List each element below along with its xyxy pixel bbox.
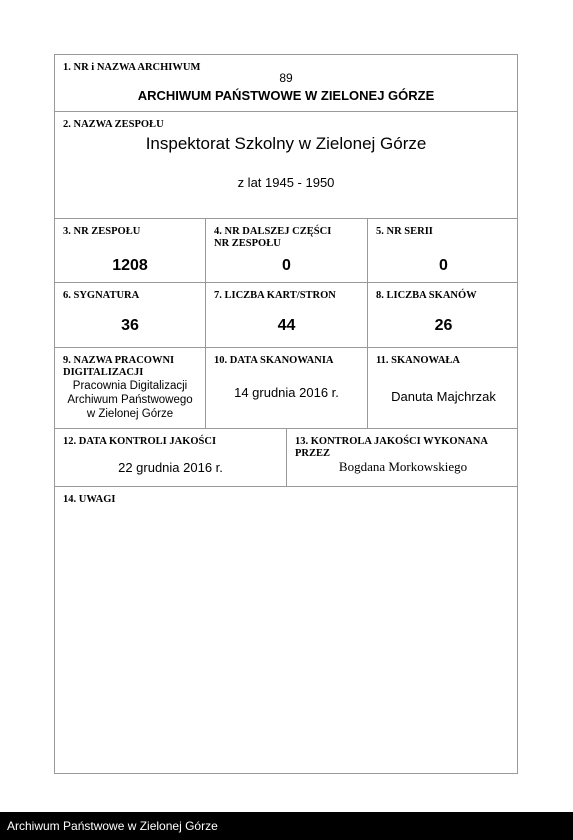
pages-count-cell — [206, 283, 368, 347]
workshop-value-2: Archiwum Państwowego — [67, 394, 193, 406]
qc-date-value: 22 grudnia 2016 r. — [118, 460, 223, 475]
digitization-row — [55, 348, 517, 429]
notes-label: 14. UWAGI — [63, 494, 116, 505]
scans-count-value: 26 — [434, 317, 453, 334]
workshop-label-2: DIGITALIZACJI — [63, 367, 144, 378]
workshop-value-3: w Zielonej Górze — [86, 408, 174, 420]
footer-text: Archiwum Państwowe w Zielonej Górze — [7, 819, 218, 833]
workshop-label-1: 9. NAZWA PRACOWNI — [63, 355, 175, 366]
counts-row — [55, 283, 517, 348]
series-number-value: 0 — [439, 257, 448, 274]
series-number-cell — [368, 219, 519, 282]
scan-date-label: 10. DATA SKANOWANIA — [214, 355, 334, 366]
fonds-label: 2. NAZWA ZESPOŁU — [63, 119, 164, 130]
quality-row — [55, 429, 517, 487]
scanned-by-value: Danuta Majchrzak — [391, 389, 496, 404]
archive-metrics-form — [54, 54, 518, 774]
footer-bar — [0, 812, 573, 840]
fonds-number-label: 3. NR ZESPOŁU — [63, 226, 141, 237]
fonds-years: z lat 1945 - 1950 — [237, 175, 335, 190]
qc-date-cell — [55, 429, 287, 486]
subfonds-number-value: 0 — [282, 257, 291, 274]
subfonds-number-label-1: 4. NR DALSZEJ CZĘŚCI — [214, 226, 332, 237]
signature-value: 36 — [121, 317, 139, 334]
qc-by-value: Bogdana Morkowskiego — [338, 459, 468, 474]
qc-by-label-2: PRZEZ — [295, 448, 331, 459]
scanned-by-label: 11. SKANOWAŁA — [376, 355, 461, 366]
fonds-number-value: 1208 — [112, 257, 148, 274]
scans-count-cell — [368, 283, 519, 347]
subfonds-number-label-2: NR ZESPOŁU — [214, 238, 281, 249]
fonds-name: Inspektorat Szkolny w Zielonej Górze — [145, 134, 427, 153]
fonds-row — [55, 112, 517, 219]
subfonds-number-cell — [206, 219, 368, 282]
scan-date-value: 14 grudnia 2016 r. — [234, 385, 339, 400]
archive-number: 89 — [279, 71, 293, 85]
qc-by-cell — [287, 429, 519, 486]
scans-count-label: 8. LICZBA SKANÓW — [376, 290, 477, 301]
qc-by-label-1: 13. KONTROLA JAKOŚCI WYKONANA — [295, 436, 488, 447]
signature-label: 6. SYGNATURA — [63, 290, 140, 301]
archive-label: 1. NR i NAZWA ARCHIWUM — [63, 62, 201, 73]
series-number-label: 5. NR SERII — [376, 226, 433, 237]
qc-date-label: 12. DATA KONTROLI JAKOŚCI — [63, 436, 217, 447]
archive-name: ARCHIWUM PAŃSTWOWE W ZIELONEJ GÓRZE — [137, 88, 435, 103]
archive-row — [55, 55, 517, 112]
notes-section — [55, 487, 517, 773]
scanned-by-cell — [368, 348, 519, 428]
signature-cell — [55, 283, 206, 347]
pages-count-label: 7. LICZBA KART/STRON — [214, 290, 336, 301]
workshop-cell — [55, 348, 206, 428]
workshop-value-1: Pracownia Digitalizacji — [72, 380, 188, 392]
scan-date-cell — [206, 348, 368, 428]
pages-count-value: 44 — [277, 317, 296, 334]
fonds-number-cell — [55, 219, 206, 282]
numbers-row — [55, 219, 517, 283]
